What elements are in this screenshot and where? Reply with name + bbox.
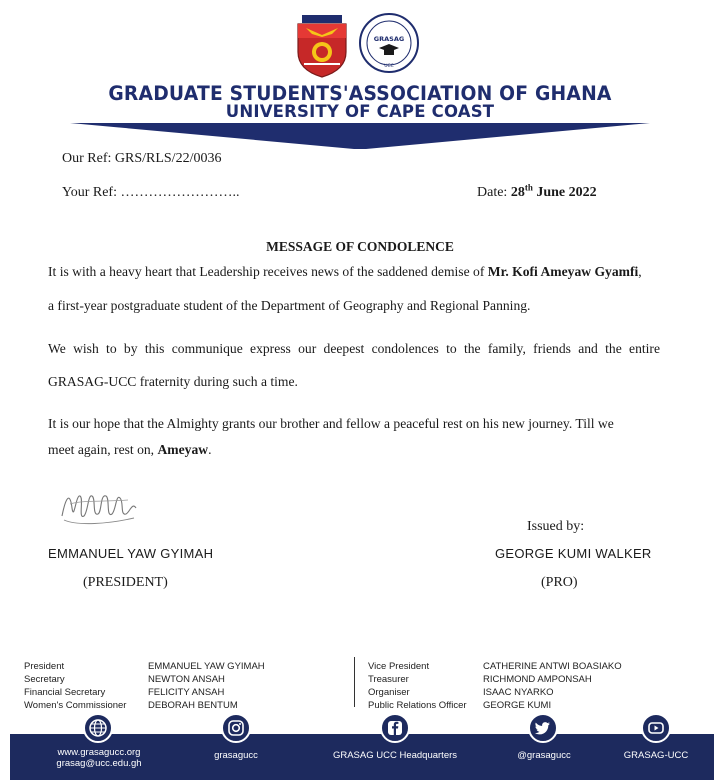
deceased-first-name: Ameyaw [157, 442, 209, 457]
officer-name-vice-president: CATHERINE ANTWI BOASIAKO [483, 661, 622, 672]
officer-name-organiser: ISAAC NYARKO [483, 687, 554, 698]
paragraph-3-line-1: It is our hope that the Almighty grants our brother and fellow a peaceful rest on his new journey. Till we [48, 416, 614, 431]
our-reference: Our Ref: GRS/RLS/22/0036 [62, 151, 222, 166]
email-link[interactable]: grasag@ucc.edu.gh [56, 758, 142, 769]
officer-role-vice-president: Vice President [368, 661, 430, 672]
paragraph-1-line-2: a first-year postgraduate student of the Department of Geography and Regional Panning. [48, 298, 531, 313]
letter-date [477, 184, 597, 202]
officer-name-president: EMMANUEL YAW GYIMAH [148, 661, 265, 672]
date-suffix: th [524, 182, 533, 193]
twitter-icon[interactable] [528, 713, 558, 743]
deceased-name: Mr. Kofi Ameyaw Gyamfi [487, 264, 639, 279]
officer-role-pro: Public Relations Officer [368, 700, 467, 711]
p3-text: meet again, rest on, [48, 442, 158, 457]
twitter-handle[interactable]: @grasagucc [517, 750, 571, 761]
grasag-seal-logo [358, 12, 420, 74]
pro-role: (PRO) [541, 575, 578, 590]
president-signature [58, 486, 140, 530]
instagram-icon[interactable] [221, 713, 251, 743]
officers-divider [354, 657, 355, 707]
date-day: 28 [510, 185, 525, 200]
officer-role-financial-secretary: Financial Secretary [24, 687, 106, 698]
grasag-logo-subtext: UCC [384, 64, 394, 69]
logo-group [0, 12, 720, 78]
date-prefix: Date: [477, 185, 511, 200]
university-title: UNIVERSITY OF CAPE COAST [225, 102, 495, 121]
youtube-channel[interactable]: GRASAG-UCC [623, 750, 689, 761]
paragraph-2-line-1: We wish to by this communique express our deepest condolences to the family, friends and the entire [48, 341, 660, 356]
paragraph-1-line-1 [48, 263, 660, 281]
date-month-year: June 2022 [532, 185, 597, 200]
ucc-crest-logo [296, 14, 348, 78]
p1-comma: , [638, 264, 642, 279]
youtube-icon[interactable] [641, 713, 671, 743]
grasag-logo-text: GRASAG [373, 35, 405, 43]
officer-name-secretary: NEWTON ANSAH [148, 674, 225, 685]
issued-by-label: Issued by: [527, 519, 585, 534]
website-link[interactable]: www.grasagucc.org [57, 747, 141, 758]
officer-role-president: President [24, 661, 65, 672]
officer-role-organiser: Organiser [368, 687, 410, 698]
facebook-page[interactable]: GRASAG UCC Headquarters [332, 750, 458, 761]
officer-role-womens-commissioner: Women's Commissioner [24, 700, 127, 711]
officer-name-financial-secretary: FELICITY ANSAH [148, 687, 225, 698]
president-name: EMMANUEL YAW GYIMAH [48, 546, 214, 561]
instagram-handle[interactable]: grasagucc [214, 750, 258, 761]
paragraph-3-line-2 [48, 441, 660, 459]
globe-icon[interactable] [83, 713, 113, 743]
officer-role-secretary: Secretary [24, 674, 65, 685]
association-title: GRADUATE STUDENTS'ASSOCIATION OF GHANA [108, 82, 612, 105]
officer-role-treasurer: Treasurer [368, 674, 409, 685]
paragraph-2-line-2: GRASAG-UCC fraternity during such a time. [48, 374, 298, 389]
officer-name-treasurer: RICHMOND AMPONSAH [483, 674, 592, 685]
president-role: (PRESIDENT) [83, 575, 168, 590]
p3-period: . [208, 442, 212, 457]
pro-name: GEORGE KUMI WALKER [495, 546, 652, 561]
facebook-icon[interactable] [380, 713, 410, 743]
letter-heading: MESSAGE OF CONDOLENCE [266, 239, 454, 254]
p1-text: It is with a heavy heart that Leadership receives news of the saddened demise of [48, 264, 488, 279]
officer-name-pro: GEORGE KUMI [483, 700, 552, 711]
your-reference: Your Ref: …………………….. [62, 185, 240, 200]
header-banner-ribbon [70, 123, 650, 149]
officer-name-womens-commissioner: DEBORAH BENTUM [148, 700, 238, 711]
